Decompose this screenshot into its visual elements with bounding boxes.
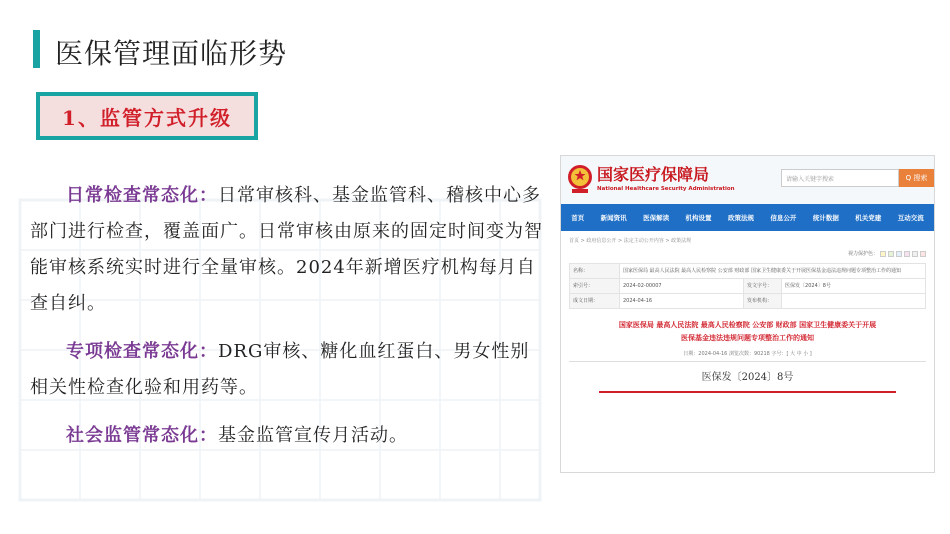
meta-value: 2024-02-00007: [620, 279, 744, 294]
paragraph-lead: 专项检查常态化：: [66, 341, 218, 362]
document-title-line: 医保基金违法违规问题专项整治工作的通知: [681, 334, 814, 342]
site-nav: [561, 204, 934, 231]
document-title: [569, 319, 926, 345]
nav-item-party[interactable]: 机关党建: [855, 214, 882, 222]
nav-item-organization[interactable]: 机构设置: [685, 214, 712, 222]
nav-item-disclosure[interactable]: 信息公开: [770, 214, 797, 222]
eye-protect-colors: [569, 250, 926, 257]
nav-item-home[interactable]: 首页: [571, 214, 585, 222]
document-number: 医保发〔2024〕8号: [701, 372, 794, 383]
meta-key: 成文日期：: [570, 294, 620, 309]
nav-item-interpretation[interactable]: 医保解读: [643, 214, 670, 222]
nav-item-news[interactable]: 新闻资讯: [600, 214, 627, 222]
color-swatch[interactable]: [888, 251, 894, 257]
slide-title: 医保管理面临形势: [55, 37, 288, 70]
eye-protect-label: 视力保护色：: [847, 251, 878, 257]
meta-key: 发文字号：: [744, 279, 782, 294]
site-header: [561, 156, 934, 204]
nav-item-interaction[interactable]: 互动交流: [897, 214, 924, 222]
meta-value: 国家医保局 最高人民法院 最高人民检察院 公安部 财政部 国家卫生健康委关于开展医保基金违法违规问题专项整治工作的通知: [620, 264, 926, 279]
paragraph-text: 日常审核科、基金监管科、稽核中心多部门进行检查，覆盖面广。日常审核由原来的固定时间变为智能审核系统实时进行全量审核。2024年新增医疗机构每月自查自纠。: [30, 185, 543, 314]
meta-key: 发布机构：: [744, 294, 782, 309]
meta-key: 名称：: [570, 264, 620, 279]
divider: [569, 361, 926, 362]
paragraph-text: DRG审核、糖化血红蛋白、男女性别相关性检查化验和用药等。: [30, 341, 530, 398]
color-swatch[interactable]: [920, 251, 926, 257]
meta-value: [782, 294, 926, 309]
title-accent-bar: [33, 30, 40, 68]
meta-value: 医保发〔2024〕8号: [782, 279, 926, 294]
search-input[interactable]: 请输入关键字搜索: [781, 169, 899, 187]
section-heading: 1、监管方式升级: [62, 105, 232, 130]
website-screenshot: [560, 155, 935, 473]
document-date-line: 日期：2024-04-16 浏览次数：90218 字号：[ 大 中 小 ]: [683, 351, 812, 357]
national-emblem-icon: [566, 162, 594, 196]
search-button[interactable]: Q 搜索: [899, 169, 934, 187]
site-subtitle: National Healthcare Security Administration: [597, 186, 735, 192]
nav-item-policy[interactable]: 政策法规: [727, 214, 754, 222]
paragraph-daily-inspection: [30, 178, 545, 322]
meta-key: 索引号：: [570, 279, 620, 294]
site-title: 国家医疗保障局: [597, 165, 710, 184]
nav-item-statistics[interactable]: 统计数据: [812, 214, 839, 222]
paragraph-lead: 社会监管常态化：: [66, 425, 218, 446]
paragraph-lead: 日常检查常态化：: [66, 185, 218, 206]
document-meta-table: [569, 263, 926, 309]
breadcrumb[interactable]: 首页 > 政府信息公开 > 法定主动公开内容 > 政策法规: [569, 238, 692, 244]
paragraph-special-inspection: [30, 334, 545, 406]
color-swatch[interactable]: [904, 251, 910, 257]
section-heading-box: [36, 92, 258, 140]
color-swatch[interactable]: [880, 251, 886, 257]
color-swatch[interactable]: [896, 251, 902, 257]
red-header-line: [599, 391, 896, 393]
meta-value: 2024-04-16: [620, 294, 744, 309]
paragraph-text: 基金监管宣传月活动。: [218, 425, 408, 446]
paragraph-social-supervision: [30, 418, 545, 454]
document-title-line: 国家医保局 最高人民法院 最高人民检察院 公安部 财政部 国家卫生健康委关于开展: [618, 321, 877, 329]
color-swatch[interactable]: [912, 251, 918, 257]
article-body: [561, 231, 934, 399]
body-text: [30, 178, 545, 466]
